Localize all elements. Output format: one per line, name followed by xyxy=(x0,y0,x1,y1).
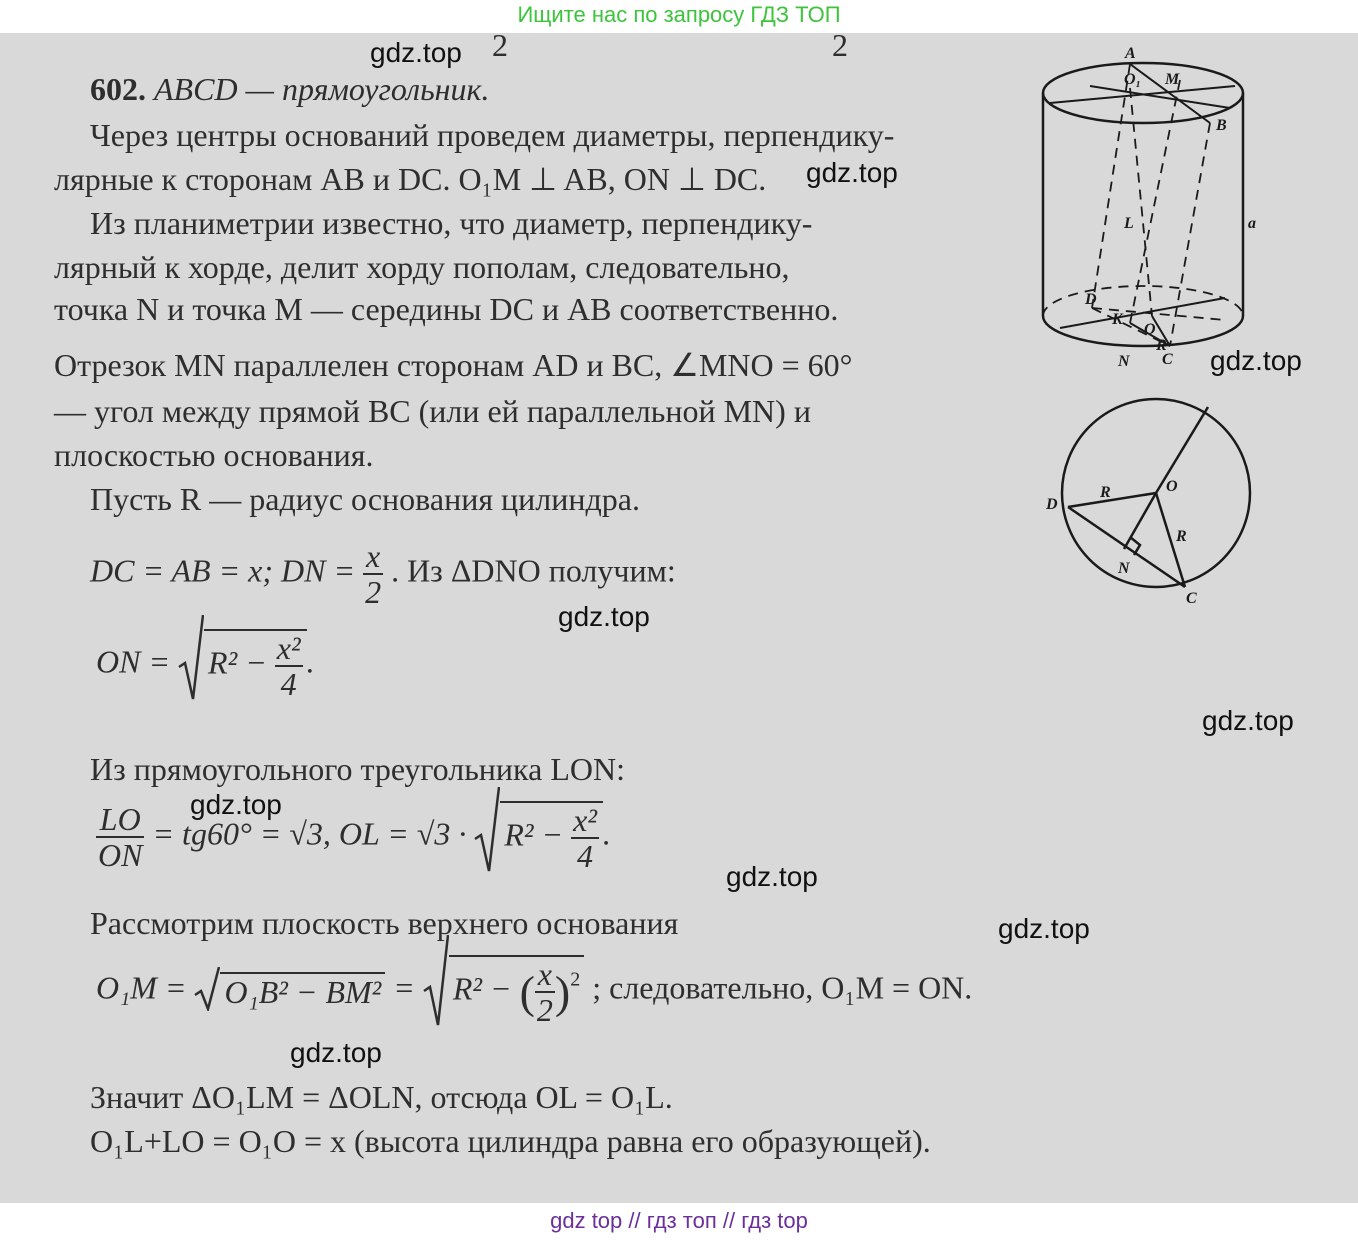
eq4-left: O₁M = xyxy=(96,969,187,1006)
eq3-fraction xyxy=(96,802,144,872)
eq2-sqrt xyxy=(178,629,307,701)
text-line-4: лярный к хорде, делит хорду пополам, следовательно, xyxy=(54,249,790,285)
text-line-6: Отрезок MN параллелен сторонам AD и BC, ∠MNO = 60° xyxy=(54,347,853,383)
sqrt-sign-icon xyxy=(423,935,449,1027)
watermark: gdz.top xyxy=(806,157,898,188)
eq3-end: . xyxy=(602,815,611,852)
circ-label-n: N xyxy=(1118,560,1130,577)
eq4-right: ; следовательно, O₁M = ON. xyxy=(592,969,973,1006)
top-fragment-right: 2 xyxy=(832,27,848,63)
watermark: gdz.top xyxy=(370,37,462,68)
watermark: gdz.top xyxy=(290,1037,382,1068)
eq3-numerator: LO xyxy=(96,802,144,838)
eq1-denominator: 2 xyxy=(365,574,382,610)
eq3-radicand-a: R² − xyxy=(504,816,564,853)
text-line-3: Из планиметрии известно, что диаметр, перпендику- xyxy=(90,205,813,241)
text-line-1: Через центры оснований проведем диаметры, перпендику- xyxy=(90,117,895,153)
circ-label-r-left: R xyxy=(1100,484,1111,501)
eq1-fraction xyxy=(363,539,383,609)
watermark: gdz.top xyxy=(1202,705,1294,736)
eq2-denominator: 4 xyxy=(280,666,297,702)
bottom-banner[interactable]: gdz top // гдз топ // гдз top xyxy=(550,1208,808,1233)
circ-label-r-right: R xyxy=(1176,528,1187,545)
eq2-radicand-a: R² − xyxy=(208,644,267,681)
cyl-label-k: K xyxy=(1112,311,1123,328)
eq3-radicand-denominator: 4 xyxy=(577,838,593,874)
eq2-end: . xyxy=(306,643,315,680)
cyl-label-b: B xyxy=(1216,117,1227,134)
eq4-sqrt-2: R² − ( $\frac{x}{2}$ )$^2$ xyxy=(423,955,584,1027)
cyl-label-a-upper: A xyxy=(1125,45,1136,62)
text-line-10: Из прямоугольного треугольника LON: xyxy=(90,751,625,787)
sqrt-sign-icon xyxy=(178,615,204,701)
equation-4 xyxy=(96,955,972,1027)
eq1-left: DC = AB = x; DN = xyxy=(90,552,356,589)
cyl-label-d: D xyxy=(1085,291,1097,308)
sqrt-sign-icon xyxy=(194,967,220,1011)
problem-title: ABCD — прямоугольник. xyxy=(154,71,490,107)
eq3-middle: = tg60° = √3, OL = √3 · xyxy=(152,815,467,852)
eq3-radicand-fraction xyxy=(571,803,599,873)
textbook-page xyxy=(0,27,1358,1203)
text-line-2: лярные к сторонам AB и DC. O₁M ⊥ AB, ON ⊥ DC. xyxy=(54,161,767,197)
problem-heading xyxy=(90,69,489,109)
top-fragment-left: 2 xyxy=(492,27,508,63)
eq4-numerator: x xyxy=(535,957,555,993)
eq4-sqrt-1 xyxy=(194,972,385,1011)
text-line-11: Рассмотрим плоскость верхнего основания xyxy=(90,905,679,941)
equation-2 xyxy=(96,629,315,701)
top-banner: Ищите нас по запросу ГДЗ ТОП xyxy=(517,2,841,27)
text-line-5: точка N и точка M — середины DC и AB соответственно. xyxy=(54,291,839,327)
eq3-radicand-numerator: x² xyxy=(573,802,597,838)
eq4-equals: = xyxy=(393,969,415,1006)
equation-3 xyxy=(96,801,611,873)
cyl-label-m: M xyxy=(1165,71,1180,88)
eq3-sqrt xyxy=(474,801,603,873)
circ-label-o: O xyxy=(1166,478,1178,495)
cyl-label-o1: O₁ xyxy=(1124,71,1142,88)
watermark: gdz.top xyxy=(998,913,1090,944)
watermark: gdz.top xyxy=(726,861,818,892)
problem-number: 602. xyxy=(90,71,146,107)
eq1-right: . Из ΔDNO получим: xyxy=(391,552,676,589)
eq2-numerator: x² xyxy=(276,630,301,666)
cyl-label-r: R xyxy=(1156,337,1167,354)
circ-label-d: D xyxy=(1046,496,1058,513)
text-line-12: Значит ΔO₁LM = ΔOLN, отсюда OL = O₁L. xyxy=(90,1079,673,1115)
eq2-fraction xyxy=(275,631,303,701)
watermark: gdz.top xyxy=(1210,345,1302,376)
circle-figure xyxy=(1040,395,1280,605)
equation-1 xyxy=(90,539,676,609)
eq4-radicand-1: O₁B² − BM² xyxy=(220,972,385,1011)
cyl-label-o: O xyxy=(1144,321,1156,338)
text-line-7: — угол между прямой BC (или ей параллельной MN) и xyxy=(54,393,811,429)
text-line-13: O₁L+LO = O₁O = x (высота цилиндра равна его образующей). xyxy=(90,1123,931,1159)
sqrt-sign-icon xyxy=(474,787,500,873)
eq4-fraction xyxy=(535,957,555,1027)
eq4-radicand-2a: R² − xyxy=(452,970,512,1007)
text-line-9: Пусть R — радиус основания цилиндра. xyxy=(90,481,640,517)
eq1-numerator: x xyxy=(363,539,383,575)
text-line-8: плоскостью основания. xyxy=(54,437,374,473)
cyl-label-a-lower: a xyxy=(1248,215,1256,232)
eq2-left: ON = xyxy=(96,643,171,680)
watermark: gdz.top xyxy=(558,601,650,632)
cylinder-figure xyxy=(1030,38,1260,368)
right-paren: ) xyxy=(554,966,571,1018)
circ-label-c: C xyxy=(1186,590,1197,605)
watermark: gdz.top xyxy=(190,789,282,820)
cyl-label-l: L xyxy=(1124,215,1134,232)
left-paren: ( xyxy=(519,966,535,1018)
cyl-label-c: C xyxy=(1162,351,1173,368)
eq4-denominator: 2 xyxy=(536,992,553,1028)
cyl-label-n: N xyxy=(1118,353,1130,368)
eq3-denominator: ON xyxy=(98,837,143,873)
